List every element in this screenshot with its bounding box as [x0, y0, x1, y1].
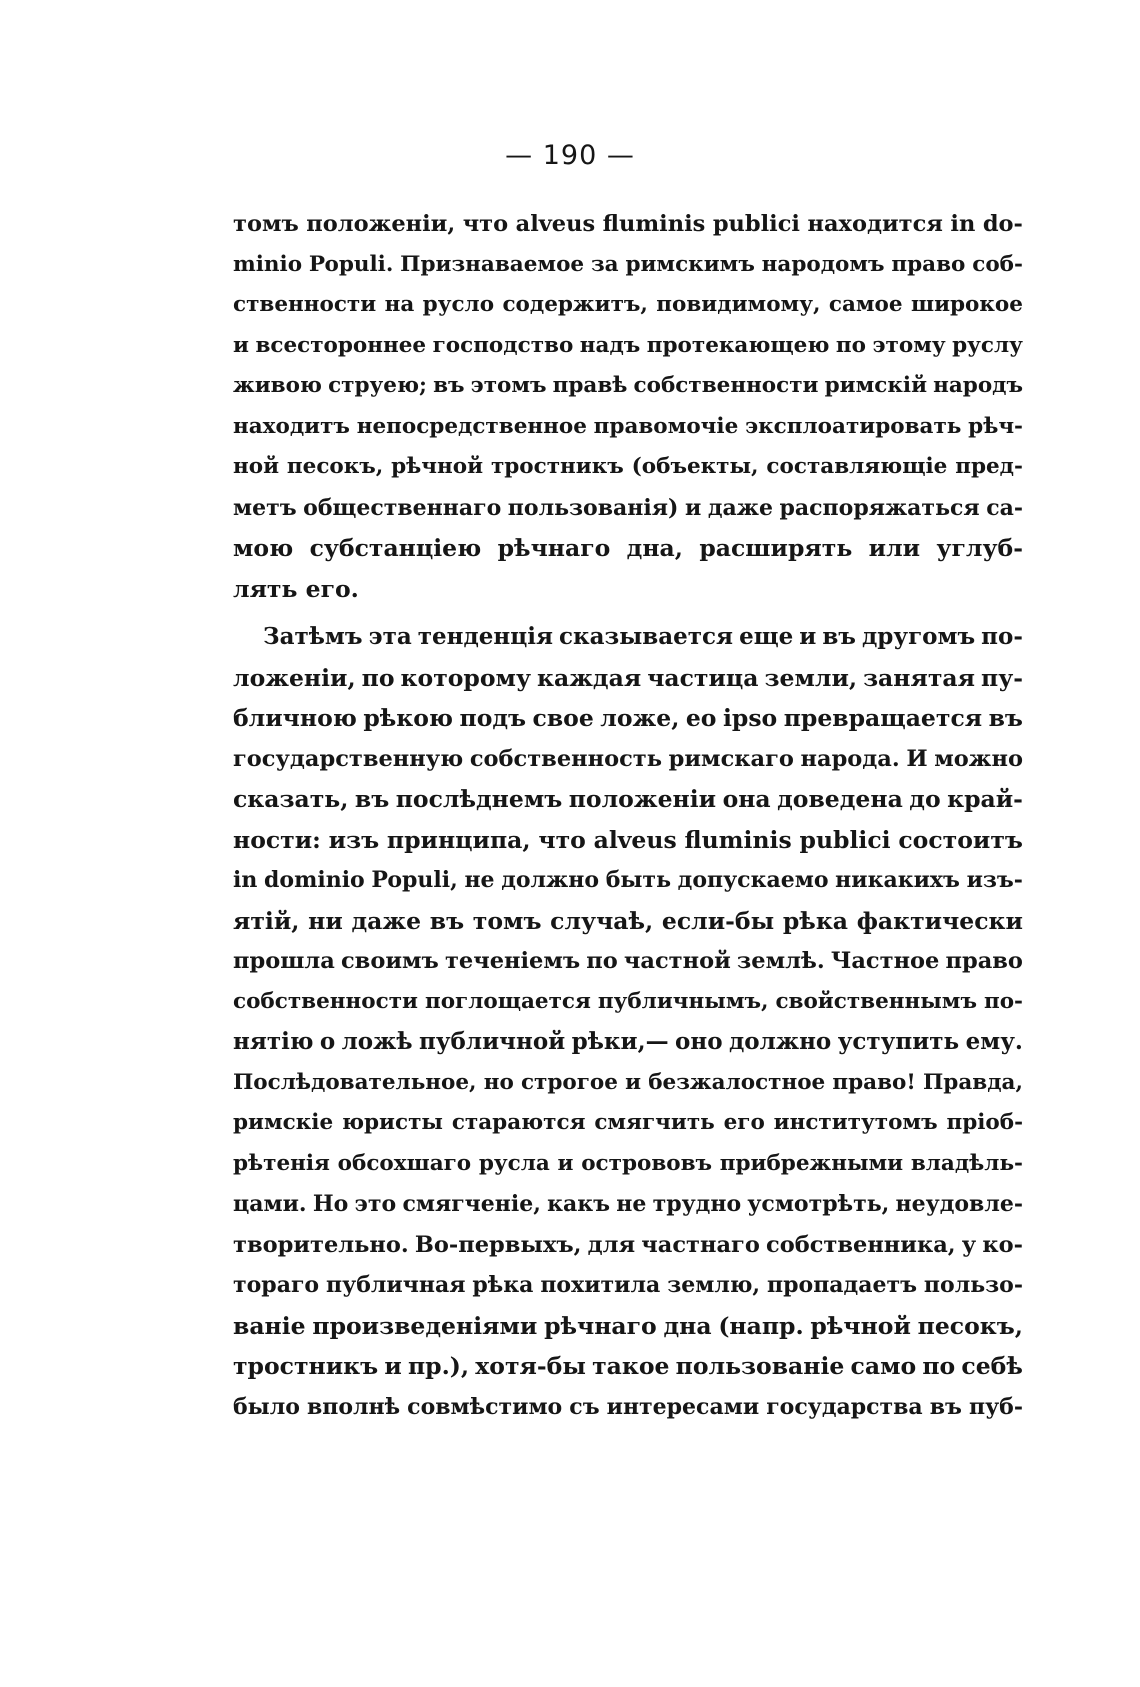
paragraph-2: [233, 617, 1023, 1427]
body-text: [233, 204, 1023, 1427]
text-line: сказать, въ послѣднемъ положеніи она доведена до край-: [233, 785, 1023, 813]
text-line: государственную собственность римскаго народа. И можно: [233, 745, 1023, 772]
text-line: рѣтенія обсохшаго русла и острововъ прибрежными владѣль-: [233, 1150, 1023, 1176]
text-line: нятію о ложѣ публичной рѣки,— оно должно уступить ему.: [233, 1028, 1023, 1055]
text-line: ятій, ни даже въ томъ случаѣ, если-бы рѣка фактически: [233, 906, 1023, 935]
text-line: прошла своимъ теченіемъ по частной землѣ. Частное право: [233, 948, 1023, 974]
text-line: мою субстанціею рѣчнаго дна, расширять или углуб-: [233, 534, 1023, 562]
text-line: minio Populi. Признаваемое за римскимъ народомъ право соб-: [233, 251, 1023, 277]
text-line: метъ общественнаго пользованія) и даже распоряжаться са-: [233, 494, 1023, 521]
text-line: творительно. Во-первыхъ, для частнаго собственника, у ко-: [233, 1231, 1023, 1258]
text-line: ной песокъ, рѣчной тростникъ (объекты, составляющіе пред-: [233, 454, 1023, 479]
text-line: собственности поглощается публичнымъ, свойственнымъ по-: [233, 988, 1023, 1014]
text-line: лять его.: [233, 574, 359, 603]
text-line: находитъ непосредственное правомочіе эксплоатировать рѣч-: [233, 413, 1023, 439]
text-line: бличною рѣкою подъ свое ложе, eo ipso превращается въ: [233, 704, 1023, 732]
text-line: ственности на русло содержитъ, повидимому, самое широкое: [233, 292, 1023, 317]
text-line: Затѣмъ эта тенденція сказывается еще и въ другомъ по-: [263, 623, 1023, 650]
text-line: римскіе юристы стараются смягчить его институтомъ пріоб-: [233, 1110, 1023, 1135]
text-line: ности: изъ принципа, что alveus fluminis publici состоитъ: [233, 825, 1023, 854]
text-line: цами. Но это смягченіе, какъ не трудно усмотрѣть, неудовле-: [233, 1191, 1023, 1217]
text-line: томъ положеніи, что alveus fluminis publici находится in do-: [233, 211, 1023, 237]
page-number: — 190 —: [505, 140, 635, 171]
text-line: in dominio Populi, не должно быть допускаемо никакихъ изъ-: [233, 867, 1023, 893]
text-line: было вполнѣ совмѣстимо съ интересами государства въ пуб-: [233, 1393, 1023, 1420]
text-line: тростникъ и пр.), хотя-бы такое пользованіе само по себѣ: [233, 1352, 1023, 1380]
paragraph-1: [233, 204, 1023, 609]
text-line: и всестороннее господство надъ протекающею по этому руслу: [233, 332, 1023, 358]
text-line: ваніе произведеніями рѣчнаго дна (напр. рѣчной песокъ,: [233, 1311, 1023, 1340]
text-line: ложеніи, по которому каждая частица земли, занятая пу-: [233, 663, 1023, 692]
text-line: живою струею; въ этомъ правѣ собственности римскій народъ: [233, 373, 1023, 398]
text-line: Послѣдовательное, но строгое и безжалостное право! Правда,: [233, 1069, 1023, 1095]
text-line: тораго публичная рѣка похитила землю, пропадаетъ пользо-: [233, 1272, 1023, 1298]
